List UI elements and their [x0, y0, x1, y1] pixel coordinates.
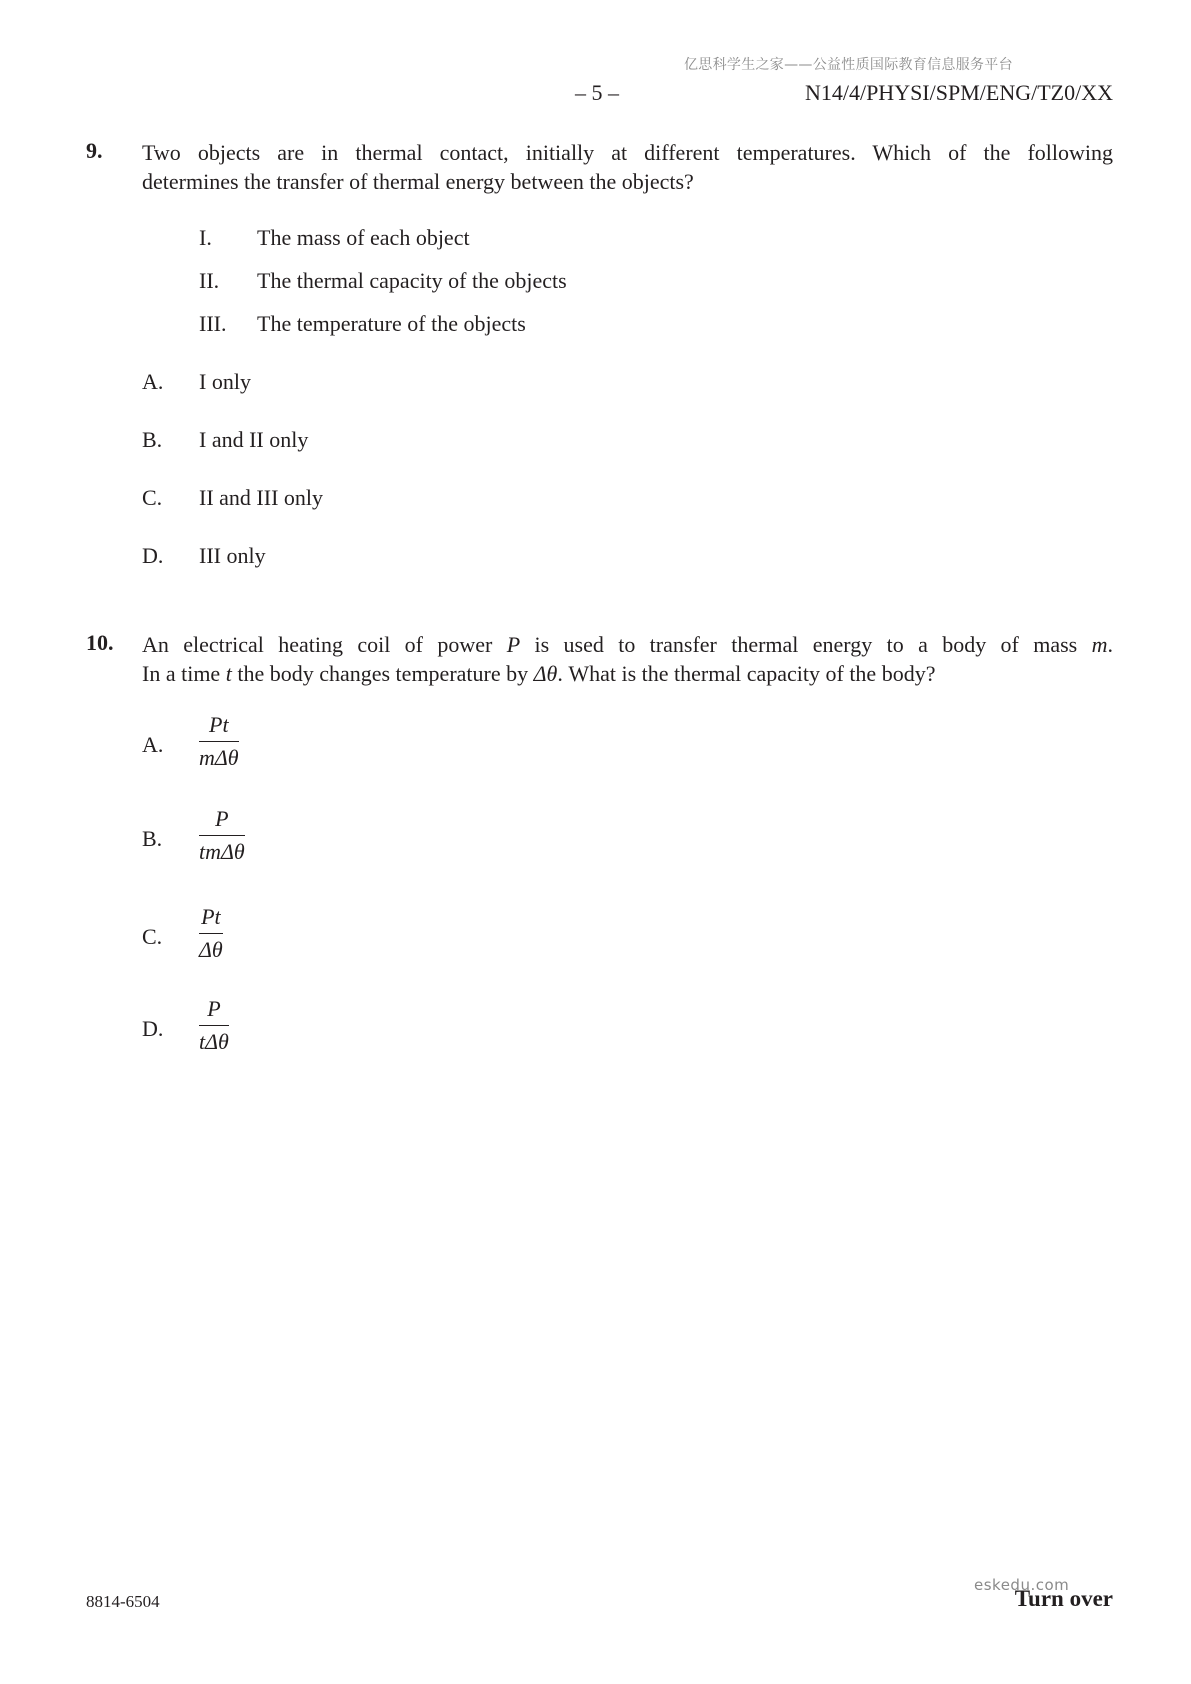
fraction-numerator: P [207, 996, 221, 1021]
q9-option-c-text[interactable]: II and III only [199, 485, 324, 510]
statement-3-text: The temperature of the objects [257, 311, 526, 336]
q10-option-a-fraction[interactable] [199, 712, 239, 771]
q10-option-d-letter: D. [142, 1016, 164, 1041]
question-10-text-line-2: In a time t the body changes temperature by Δθ. What is the thermal capacity of the body? [142, 661, 936, 686]
question-9-text-line-2: determines the transfer of thermal energy between the objects? [142, 169, 694, 194]
fraction-denominator: Δθ [199, 937, 223, 962]
q9-option-d-text[interactable]: III only [199, 543, 266, 568]
q9-option-b-text[interactable]: I and II only [199, 427, 309, 452]
statement-1-numeral: I. [199, 225, 212, 250]
q10-option-d-fraction[interactable] [199, 996, 229, 1055]
question-10-number: 10. [86, 630, 114, 655]
q10-option-c-letter: C. [142, 924, 163, 949]
q9-option-d-letter: D. [142, 543, 164, 568]
footer-watermark: eskedu.com [974, 1576, 1070, 1594]
q9-option-c-letter: C. [142, 485, 163, 510]
statement-2-numeral: II. [199, 268, 220, 293]
question-9-number: 9. [86, 138, 103, 163]
fraction-denominator: tΔθ [199, 1029, 229, 1054]
statement-1-text: The mass of each object [257, 225, 470, 250]
q10-option-c-fraction[interactable] [199, 904, 223, 963]
question-9-text-line-1: Two objects are in thermal contact, initially at different temperatures. Which of the following [142, 140, 1113, 165]
q10-option-b-letter: B. [142, 826, 163, 851]
q9-option-a-letter: A. [142, 369, 164, 394]
question-9-text [142, 138, 1113, 196]
header-watermark: 亿思科学生之家——公益性质国际教育信息服务平台 [684, 57, 1013, 73]
fraction-numerator: Pt [209, 712, 229, 737]
q10-option-b-fraction[interactable] [199, 806, 245, 865]
fraction-denominator: tmΔθ [199, 839, 245, 864]
fraction-numerator: P [215, 806, 229, 831]
statement-2-text: The thermal capacity of the objects [257, 268, 567, 293]
page-number: – 5 – [575, 80, 619, 105]
q9-option-b-letter: B. [142, 427, 163, 452]
footer-code: 8814-6504 [86, 1592, 160, 1611]
fraction-numerator: Pt [201, 904, 221, 929]
question-10-text [142, 630, 1113, 688]
q10-option-a-letter: A. [142, 732, 164, 757]
exam-code: N14/4/PHYSI/SPM/ENG/TZ0/XX [804, 80, 1113, 105]
fraction-denominator: mΔθ [199, 745, 239, 770]
q9-option-a-text[interactable]: I only [199, 369, 251, 394]
question-10-text-line-1: An electrical heating coil of power P is used to transfer thermal energy to a body of mass m. [142, 632, 1113, 657]
statement-3-numeral: III. [199, 311, 227, 336]
turn-over-label: Turn over [1014, 1586, 1113, 1611]
